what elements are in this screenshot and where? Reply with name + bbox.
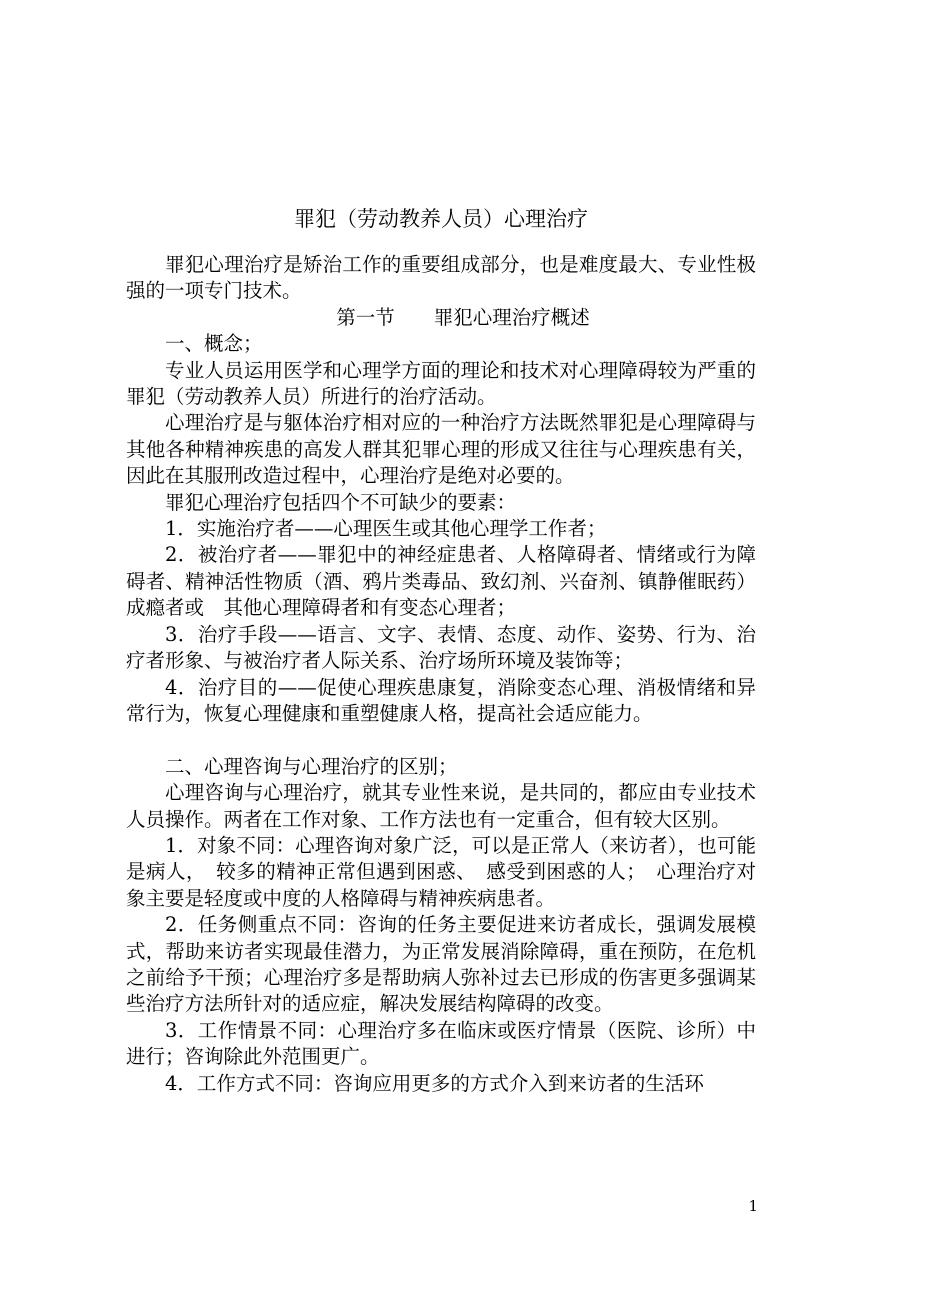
part1-paragraph: 3．治疗手段——语言、文字、表情、态度、动作、姿势、行为、治疗者形象、与被治疗者人际关系、治疗场所环境及装饰等； xyxy=(126,622,756,673)
part1-paragraph: 1．实施治疗者——心理医生或其他心理学工作者； xyxy=(165,517,607,541)
part1-paragraph: 4．治疗目的——促使心理疾患康复，消除变态心理、消极情绪和异常行为，恢复心理健康和重塑健康人格，提高社会适应能力。 xyxy=(126,675,756,725)
part2-paragraph: 心理咨询与心理治疗，就其专业性来说，是共同的，都应由专业技术人员操作。两者在工作对象、工作方法也有一定重合，但有较大区别。 xyxy=(126,781,756,831)
intro-paragraph: 罪犯心理治疗是矫治工作的重要组成部分，也是难度最大、专业性极强的一项专门技术。 xyxy=(126,253,756,303)
part1-paragraph: 心理治疗是与躯体治疗相对应的一种治疗方法既然罪犯是心理障碍与其他各种精神疾患的高发人群其犯罪心理的形成又往往与心理疾患有关，因此在其服刑改造过程中，心理治疗是绝对必要的。 xyxy=(126,411,756,488)
page-number: 1 xyxy=(748,1197,758,1215)
part2-paragraph: 3．工作情景不同：心理治疗多在临床或医疗情景（医院、诊所）中进行；咨询除此外范围更广。 xyxy=(126,1018,756,1069)
section-heading: 第一节 罪犯心理治疗概述 xyxy=(336,305,590,329)
part1-heading: 一、概念； xyxy=(165,332,263,356)
part1-paragraph: 专业人员运用医学和心理学方面的理论和技术对心理障碍较为严重的罪犯（劳动教养人员）所进行的治疗活动。 xyxy=(126,358,756,409)
part2-paragraph: 4．工作方式不同：咨询应用更多的方式介入到来访者的生活环 xyxy=(165,1071,704,1095)
document-title: 罪犯（劳动教养人员）心理治疗 xyxy=(294,207,588,231)
blank-line xyxy=(126,727,756,753)
page-content xyxy=(126,204,756,1097)
part1-paragraph: 2．被治疗者——罪犯中的神经症患者、人格障碍者、情绪或行为障碍者、精神活性物质（酒、鸦片类毒品、致幻剂、兴奋剂、镇静催眠药）成瘾者或 其他心理障碍者和有变态心理者； xyxy=(126,543,756,620)
part2-heading: 二、心理咨询与心理治疗的区别； xyxy=(165,754,458,778)
part2-paragraph: 1．对象不同：心理咨询对象广泛，可以是正常人（来访者），也可能是病人， 较多的精神正常但遇到困惑、 感受到困惑的人； 心理治疗对象主要是轻度或中度的人格障碍与精神疾病患者。 xyxy=(126,833,756,910)
part1-paragraph: 罪犯心理治疗包括四个不可缺少的要素： xyxy=(165,490,517,514)
part2-paragraph: 2．任务侧重点不同：咨询的任务主要促进来访者成长，强调发展模式，帮助来访者实现最佳潜力，为正常发展消除障碍，重在预防，在危机之前给予干预；心理治疗多是帮助病人弥补过去已形成的伤害更多强调某些治疗方法所针对的适应症，解决发展结构障碍的改变。 xyxy=(126,913,756,1016)
